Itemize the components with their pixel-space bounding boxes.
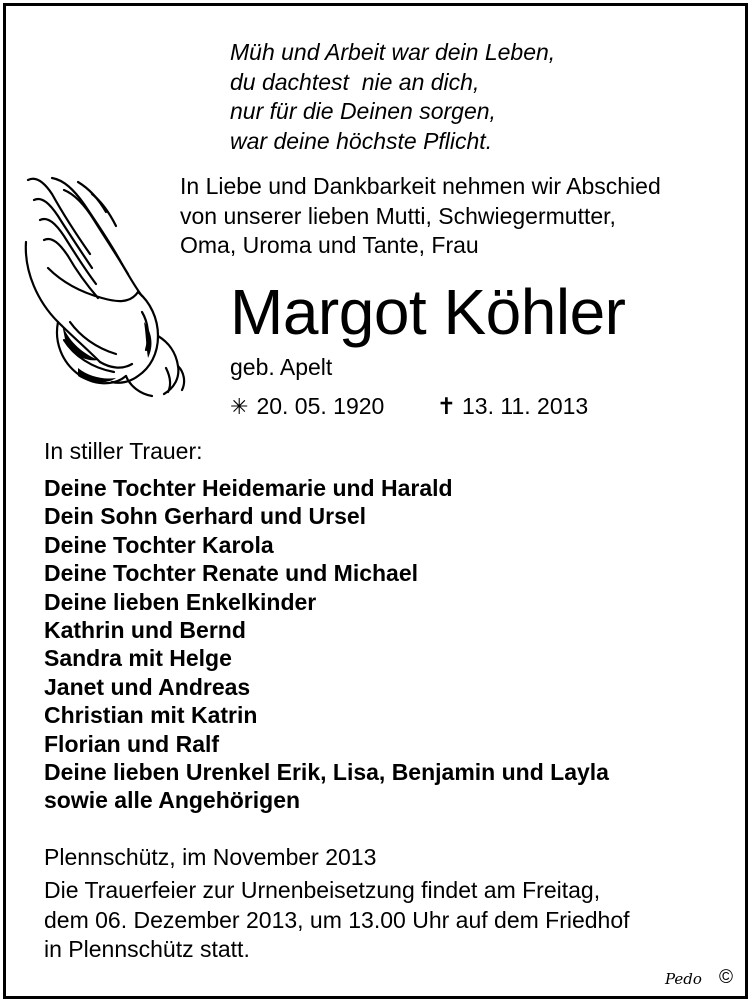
mourner-line: Kathrin und Bernd (44, 616, 246, 643)
poem (230, 38, 555, 156)
mourner-line: Deine lieben Urenkel Erik, Lisa, Benjamin und Layla (44, 758, 609, 785)
mourner-line: Christian mit Katrin (44, 702, 258, 729)
place-date: Plennschütz, im November 2013 (44, 844, 377, 870)
mourner-line: Deine lieben Enkelkinder (44, 588, 317, 615)
poem-line: nur für die Deinen sorgen, (230, 98, 496, 124)
death-group (437, 391, 588, 421)
birth-name: geb. Apelt (230, 354, 333, 380)
mourner-line: sowie alle Angehörigen (44, 787, 301, 814)
funeral-line: dem 06. Dezember 2013, um 13.00 Uhr auf dem Friedhof (44, 906, 630, 933)
cross-icon: ✝ (436, 393, 457, 419)
mourner-line: Deine Tochter Renate und Michael (44, 560, 419, 587)
funeral-notice (44, 876, 630, 965)
mourner-line: Deine Tochter Heidemarie und Harald (44, 475, 453, 501)
life-dates (230, 391, 588, 422)
designer-signature: Pedo (665, 970, 702, 988)
intro-line: In Liebe und Dankbarkeit nehmen wir Abschied (180, 173, 661, 199)
intro-line: Oma, Uroma und Tante, Frau (180, 232, 479, 258)
mourners-heading: In stiller Trauer: (44, 438, 203, 464)
mourner-line: Janet und Andreas (44, 673, 251, 700)
poem-line: war deine höchste Pflicht. (230, 127, 493, 154)
death-date: 13. 11. 2013 (462, 393, 589, 419)
poem-line: Müh und Arbeit war dein Leben, (230, 39, 556, 65)
birth-star-icon: ✳ (230, 394, 249, 419)
birth-date: 20. 05. 1920 (256, 393, 385, 419)
deceased-name: Margot Köhler (230, 276, 626, 348)
funeral-line: Die Trauerfeier zur Urnenbeisetzung findet am Freitag, (44, 877, 601, 903)
mourners-list (44, 474, 609, 815)
intro-text (180, 172, 661, 261)
poem-line: du dachtest nie an dich, (230, 68, 480, 95)
intro-line: von unserer lieben Mutti, Schwiegermutter, (180, 202, 616, 229)
mourner-line: Deine Tochter Karola (44, 531, 274, 558)
copyright-icon: © (719, 967, 733, 988)
mourner-line: Sandra mit Helge (44, 645, 232, 672)
mourner-line: Florian und Ralf (44, 730, 220, 757)
mourner-line: Dein Sohn Gerhard und Ursel (44, 503, 367, 530)
praying-hands-icon (18, 172, 196, 408)
funeral-line: in Plennschütz statt. (44, 936, 250, 962)
